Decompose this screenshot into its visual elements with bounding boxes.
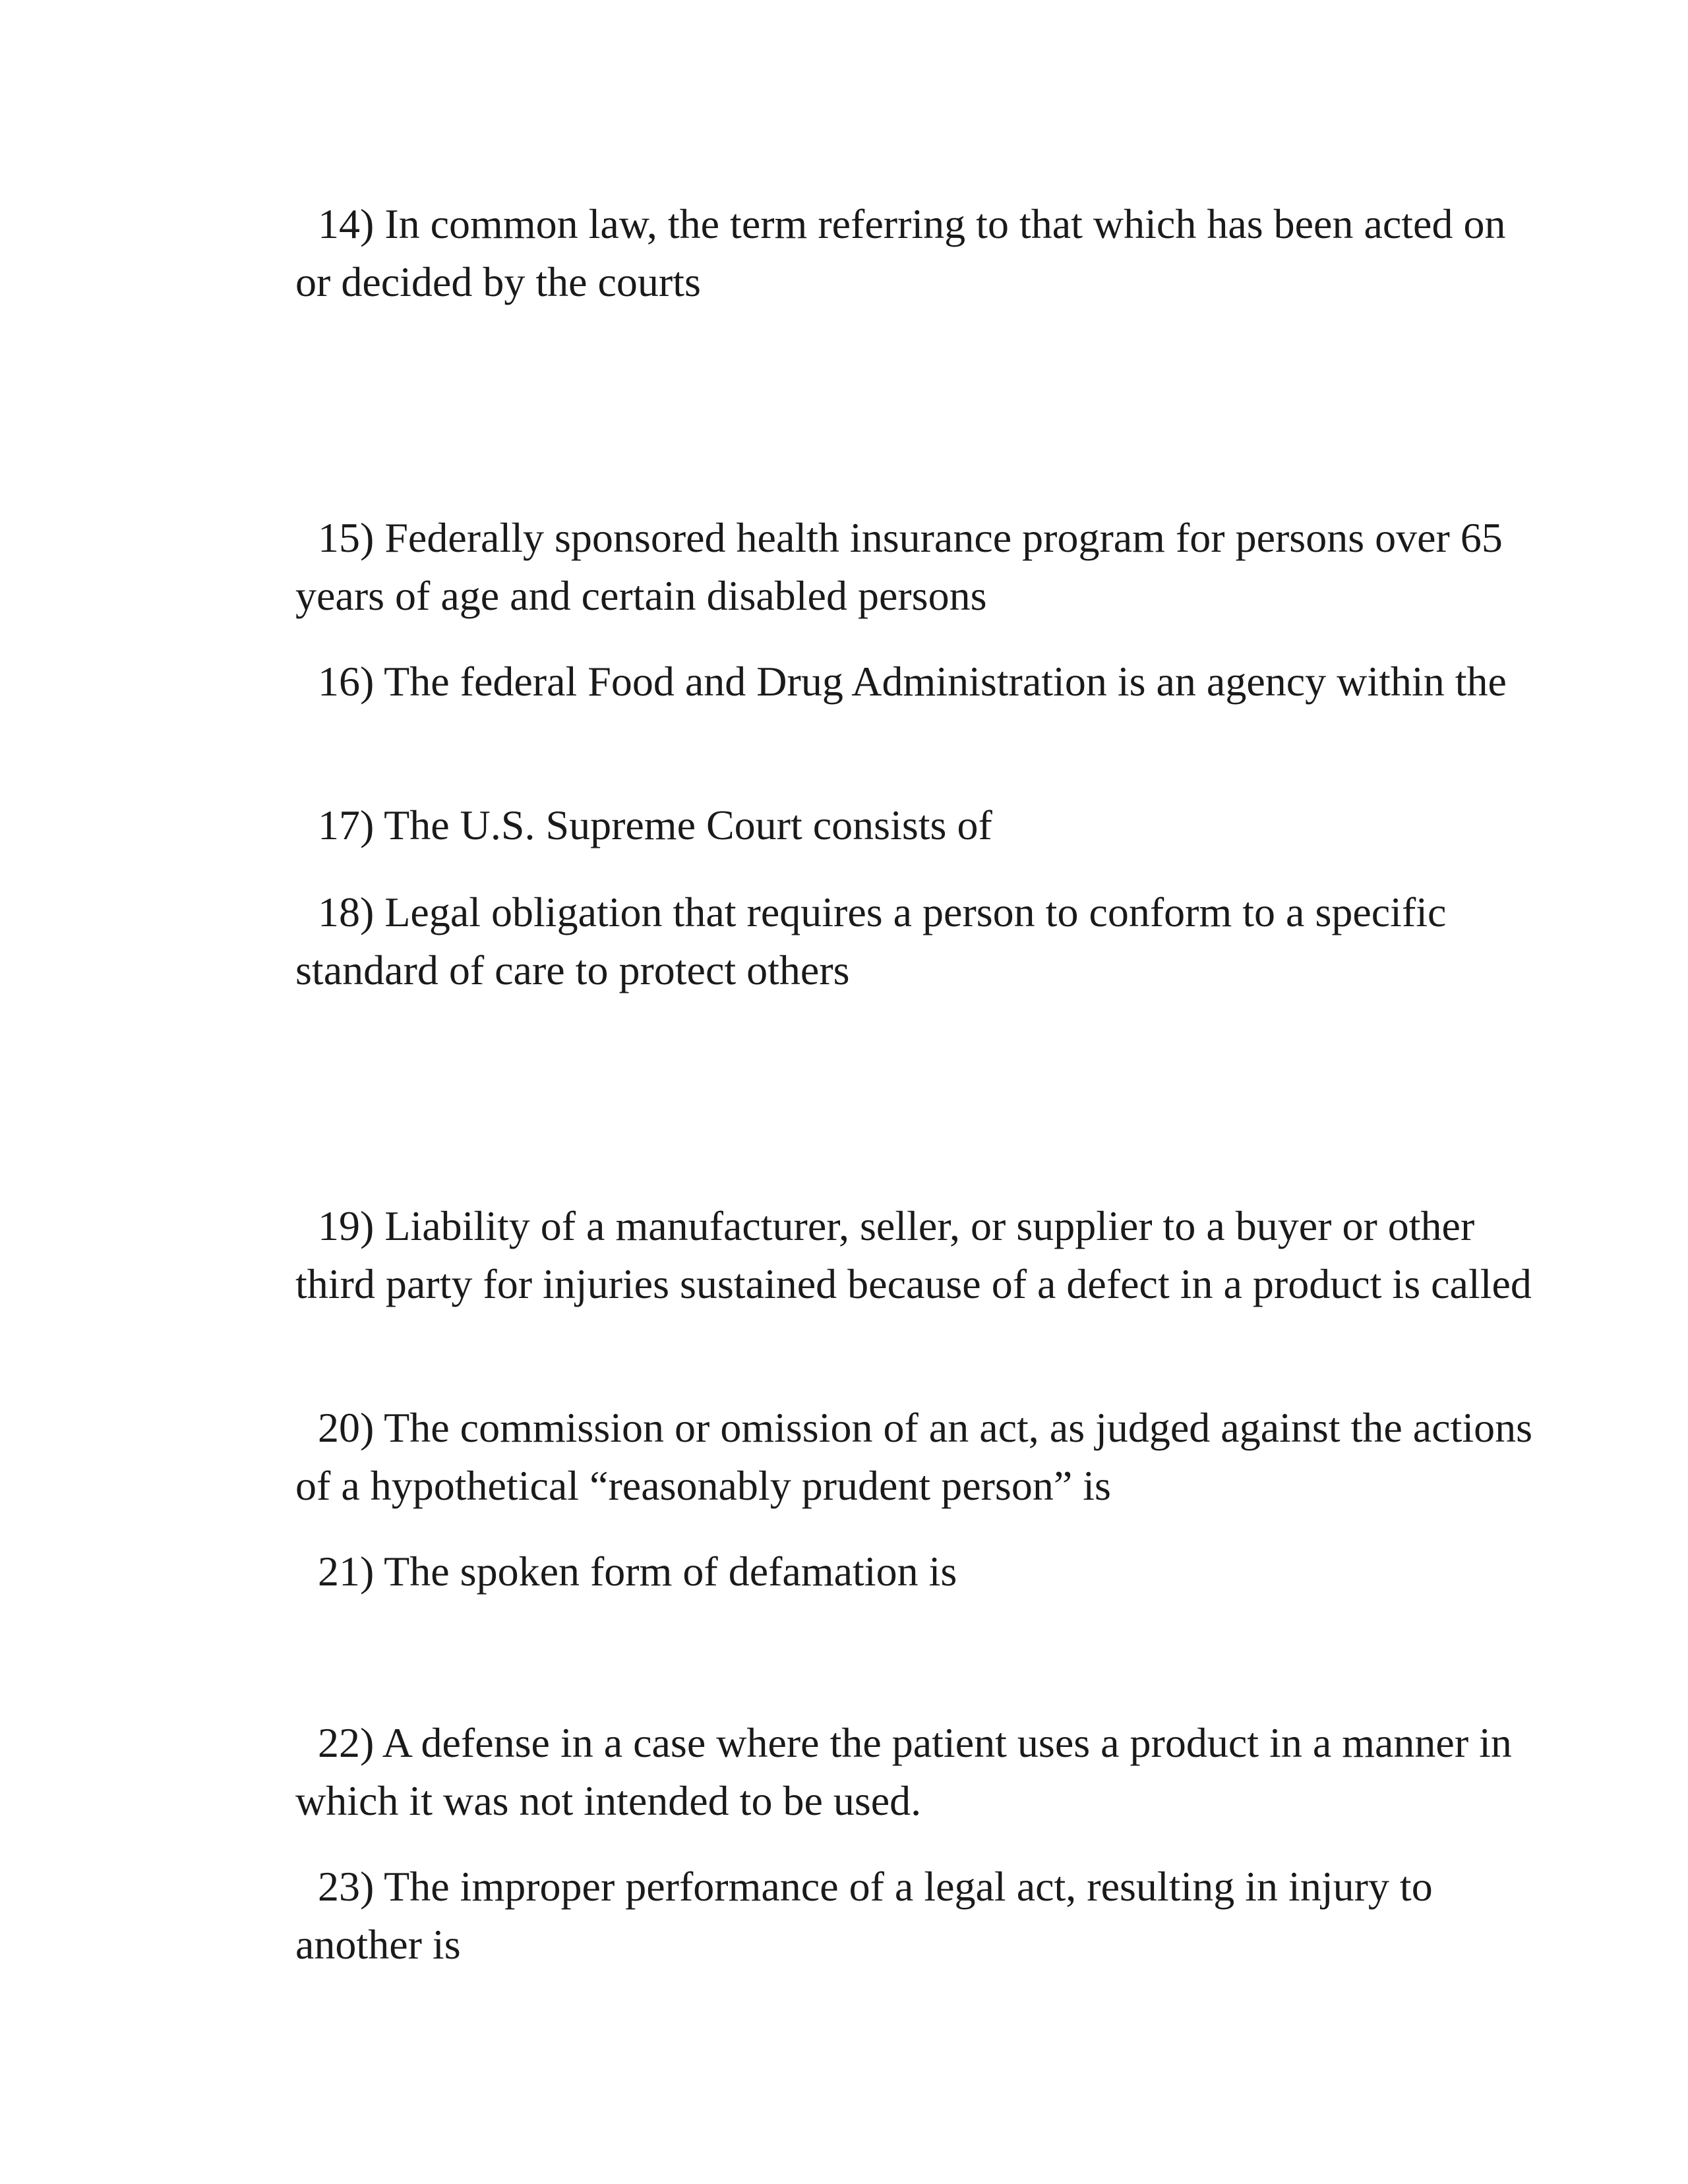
question-22 xyxy=(295,1714,1548,1830)
question-text: Federally sponsored health insurance program for persons over 65 years of age and certain disabled persons xyxy=(295,514,1503,619)
question-number: 23) xyxy=(318,1863,375,1910)
question-20 xyxy=(295,1399,1548,1515)
question-text: The spoken form of defamation is xyxy=(384,1548,957,1595)
question-14 xyxy=(295,195,1548,311)
question-text: The commission or omission of an act, as judged against the actions of a hypothetical “reasonably prudent person” is xyxy=(295,1404,1533,1509)
question-number: 16) xyxy=(318,658,375,705)
question-number: 18) xyxy=(318,889,375,935)
question-21 xyxy=(295,1543,1548,1601)
question-text: Legal obligation that requires a person to conform to a specific standard of care to protect others xyxy=(295,889,1447,993)
question-18 xyxy=(295,883,1548,999)
question-number: 22) xyxy=(318,1719,375,1766)
question-number: 20) xyxy=(318,1404,375,1451)
question-text: The federal Food and Drug Administration is an agency within the xyxy=(384,658,1507,705)
question-number: 15) xyxy=(318,514,375,561)
question-19 xyxy=(295,1197,1548,1313)
question-15 xyxy=(295,509,1548,625)
question-16 xyxy=(295,653,1548,711)
question-text: A defense in a case where the patient uses a product in a manner in which it was not intended to be used. xyxy=(295,1719,1512,1824)
question-number: 14) xyxy=(318,200,375,247)
question-text: Liability of a manufacturer, seller, or supplier to a buyer or other third party for injuries sustained because of a defect in a product is called xyxy=(295,1202,1532,1307)
question-number: 17) xyxy=(318,802,375,848)
question-23 xyxy=(295,1858,1548,1974)
question-text: The improper performance of a legal act, resulting in injury to another is xyxy=(295,1863,1433,1968)
question-text: The U.S. Supreme Court consists of xyxy=(384,802,992,848)
question-number: 19) xyxy=(318,1202,375,1249)
question-number: 21) xyxy=(318,1548,375,1595)
question-17 xyxy=(295,796,1548,854)
question-text: In common law, the term referring to that which has been acted on or decided by the courts xyxy=(295,200,1506,305)
